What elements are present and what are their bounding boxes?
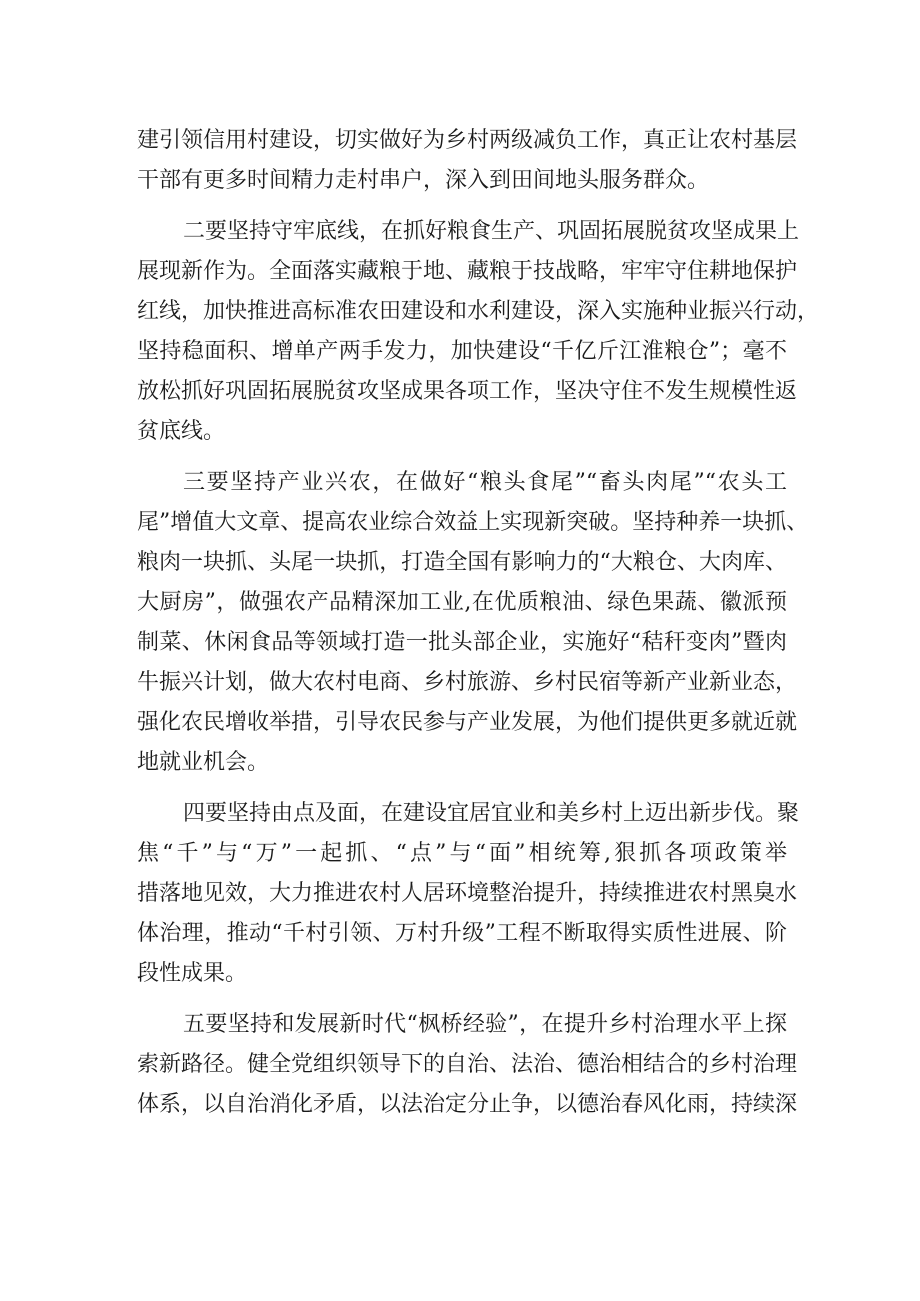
text-line: 措落地见效，大力推进农村人居环境整治提升，持续推进农村黑臭水 — [137, 881, 798, 906]
paragraph-5 — [137, 1005, 798, 1125]
text-line: 焦“千”与“万”一起抓、“点”与“面”相统筹,狠抓各项政策举 — [137, 841, 787, 866]
text-line: 三要坚持产业兴农，在做好“粮头食尾”“畜头肉尾”“农头工 — [183, 470, 787, 495]
text-line: 五要坚持和发展新时代“枫桥经验”，在提升乡村治理水平上探 — [183, 1012, 787, 1037]
text-line: 贫底线。 — [137, 419, 226, 444]
text-line: 四要坚持由点及面，在建设宜居宜业和美乡村上迈出新步伐。聚 — [183, 801, 800, 826]
text-line: 放松抓好巩固拓展脱贫攻坚成果各项工作，坚决守住不发生规模性返 — [137, 379, 798, 404]
text-line: 二要坚持守牢底线，在抓好粮食生产、巩固拓展脱贫攻坚成果上 — [183, 219, 800, 244]
text-line: 粮肉一块抓、头尾一块抓，打造全国有影响力的“大粮仓、大肉库、 — [137, 550, 787, 575]
paragraph-3 — [137, 463, 809, 783]
text-line: 强化农民增收举措，引导农民参与产业发展，为他们提供更多就近就 — [137, 710, 798, 735]
text-line: 坚持稳面积、增单产两手发力，加快建设“千亿斤江淮粮仓”；毫不 — [137, 339, 787, 364]
text-line: 段性成果。 — [137, 961, 248, 986]
paragraph-1 — [137, 121, 798, 201]
text-line: 制菜、休闲食品等领域打造一批头部企业，实施好“秸秆变肉”暨肉 — [137, 630, 787, 655]
document-body — [137, 121, 820, 1125]
text-line: 尾”增值大文章、提高农业综合效益上实现新突破。坚持种养一块抓、 — [137, 510, 809, 535]
text-line: 牛振兴计划，做大农村电商、乡村旅游、乡村民宿等新产业新业态， — [137, 670, 798, 695]
paragraph-2 — [137, 212, 820, 452]
text-line: 建引领信用村建设，切实做好为乡村两级减负工作，真正让农村基层 — [137, 128, 798, 153]
text-line: 体系，以自治消化矛盾，以法治定分止争，以德治春风化雨，持续深 — [137, 1092, 798, 1117]
text-line: 展现新作为。全面落实藏粮于地、藏粮于技战略，牢牢守住耕地保护 — [137, 259, 798, 284]
text-line: 索新路径。健全党组织领导下的自治、法治、德治相结合的乡村治理 — [137, 1052, 798, 1077]
text-line: 干部有更多时间精力走村串户，深入到田间地头服务群众。 — [137, 168, 710, 193]
text-line: 地就业机会。 — [137, 750, 270, 775]
paragraph-4 — [137, 794, 800, 994]
text-line: 红线，加快推进高标准农田建设和水利建设，深入实施种业振兴行动， — [137, 299, 820, 324]
text-line: 体治理，推动“千村引领、万村升级”工程不断取得实质性进展、阶 — [137, 921, 787, 946]
text-line: 大厨房”，做强农产品精深加工业,在优质粮油、绿色果蔬、徽派预 — [137, 590, 787, 615]
